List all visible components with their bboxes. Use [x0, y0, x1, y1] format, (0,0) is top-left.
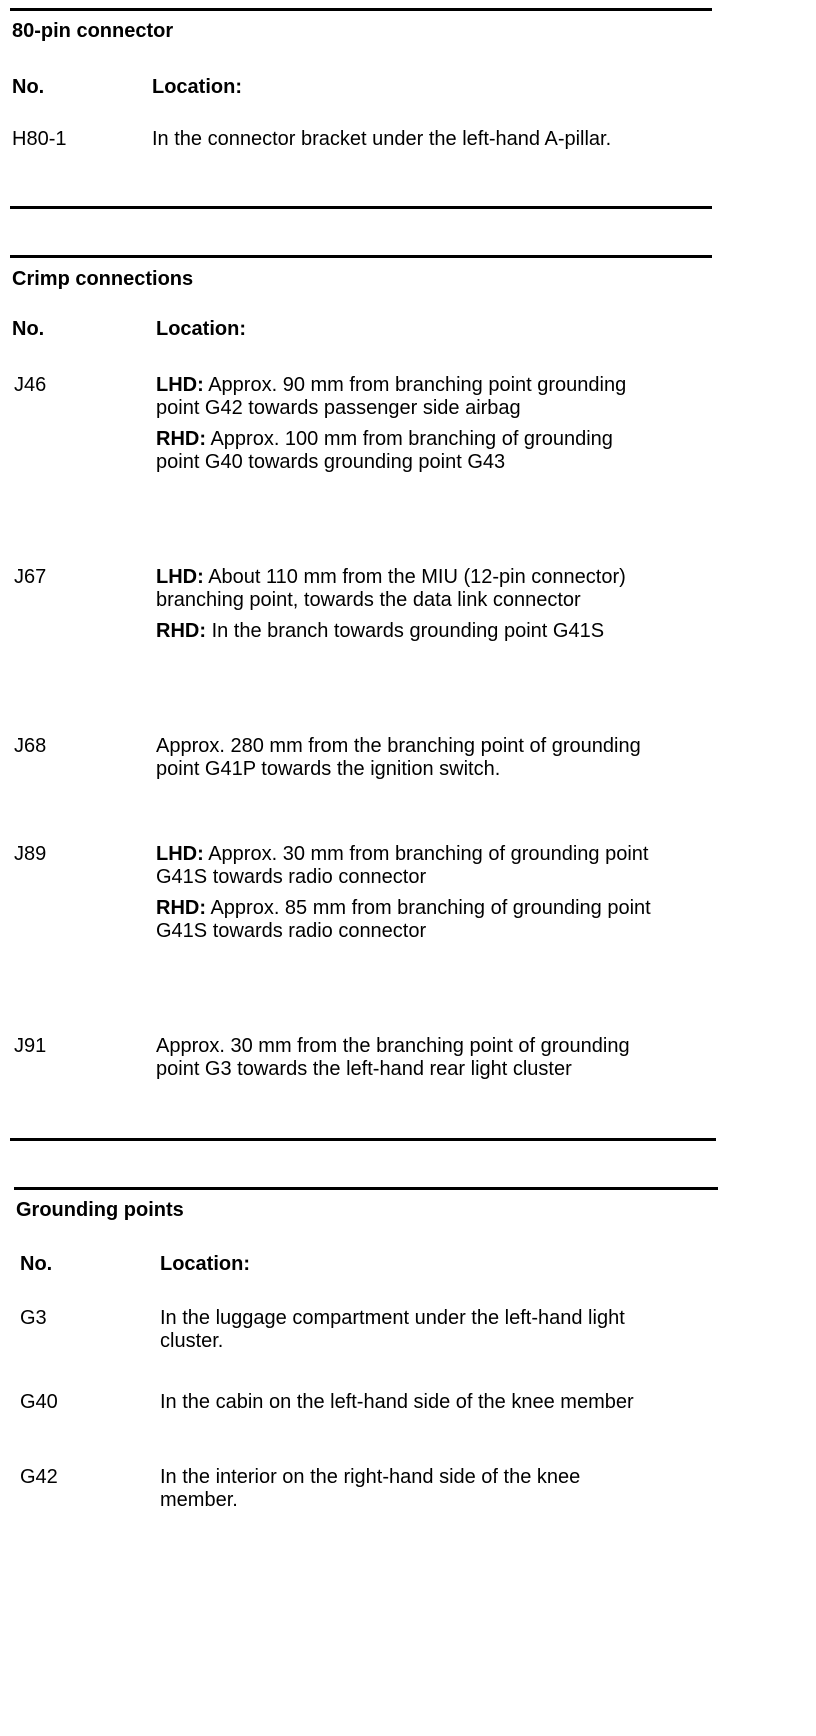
lhd-entry [156, 566, 656, 612]
row-code: J89 [14, 843, 47, 865]
section-top-rule [10, 255, 712, 258]
row-code: J91 [14, 1035, 47, 1057]
lhd-text: Approx. 90 mm from branching point grounding point G42 towards passenger side airbag [156, 374, 627, 419]
rhd-entry [156, 428, 656, 474]
row-location [156, 374, 656, 474]
rhd-label: RHD: [156, 428, 206, 450]
lhd-text: About 110 mm from the MIU (12-pin connector) branching point, towards the data link connector [156, 566, 626, 611]
section-top-rule [14, 1187, 718, 1190]
lhd-text: Approx. 30 mm from branching of grounding point G41S towards radio connector [156, 843, 649, 888]
row-location [156, 843, 656, 943]
lhd-entry [156, 843, 656, 889]
section-title: Grounding points [16, 1199, 184, 1221]
row-code: J68 [14, 735, 47, 757]
column-header-location: Location: [152, 76, 242, 98]
rhd-label: RHD: [156, 897, 206, 919]
rhd-text: Approx. 85 mm from branching of grounding point G41S towards radio connector [156, 897, 651, 942]
rhd-text: Approx. 100 mm from branching of grounding point G40 towards grounding point G43 [156, 428, 613, 473]
lhd-entry [156, 374, 656, 420]
section-top-rule [10, 8, 712, 11]
section-title: 80-pin connector [12, 20, 174, 42]
rhd-entry [156, 897, 656, 943]
column-header-no: No. [12, 318, 45, 340]
row-code: H80-1 [12, 128, 67, 150]
column-header-no: No. [12, 76, 45, 98]
section-bottom-rule [10, 206, 712, 209]
row-location: In the connector bracket under the left-hand A-pillar. [152, 128, 612, 150]
section-title: Crimp connections [12, 268, 194, 290]
rhd-text: In the branch towards grounding point G41S [211, 620, 605, 642]
row-code: J46 [14, 374, 47, 396]
section-bottom-rule [10, 1138, 716, 1141]
rhd-label: RHD: [156, 620, 206, 642]
column-header-location: Location: [160, 1253, 250, 1275]
lhd-label: LHD: [156, 566, 204, 588]
row-location: In the interior on the right-hand side of the knee member. [160, 1466, 581, 1511]
row-code: G3 [20, 1307, 47, 1329]
lhd-label: LHD: [156, 374, 204, 396]
row-code: J67 [14, 566, 47, 588]
rhd-entry [156, 620, 656, 643]
row-location: Approx. 280 mm from the branching point of grounding point G41P towards the ignition switch. [156, 735, 641, 780]
column-header-no: No. [20, 1253, 53, 1275]
row-location: In the luggage compartment under the left-hand light cluster. [160, 1307, 625, 1352]
row-code: G42 [20, 1466, 58, 1488]
row-location: In the cabin on the left-hand side of the knee member [160, 1391, 634, 1413]
column-header-location: Location: [156, 318, 246, 340]
row-location: Approx. 30 mm from the branching point of grounding point G3 towards the left-hand rear light cluster [156, 1035, 630, 1080]
lhd-label: LHD: [156, 843, 204, 865]
row-code: G40 [20, 1391, 58, 1413]
row-location [156, 566, 656, 643]
